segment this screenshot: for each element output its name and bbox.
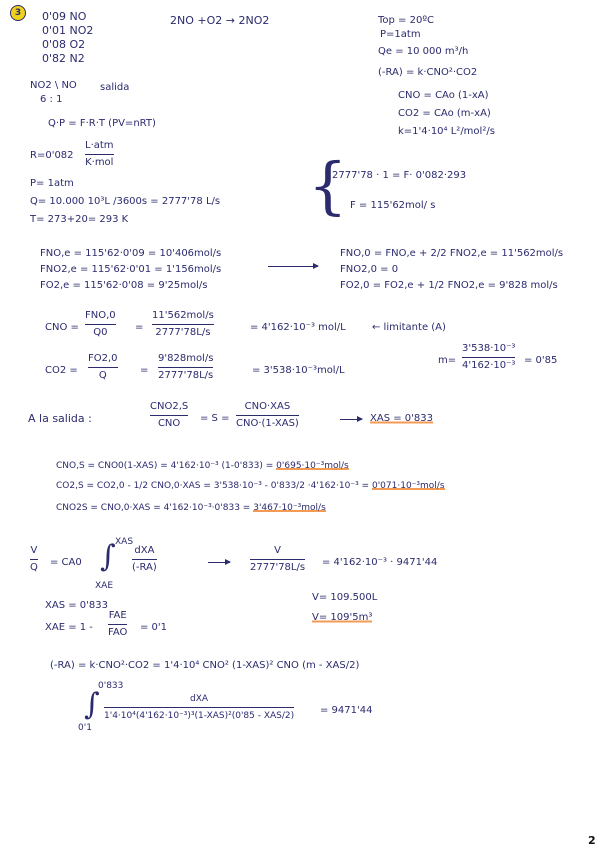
xae-den: FAO	[108, 627, 128, 638]
condition-temperature: Top = 20ºC	[378, 15, 435, 26]
condition-flow: Qe = 10 000 m³/h	[378, 46, 469, 57]
final-int-num: dXA	[190, 694, 209, 704]
xas-result: XAS = 0'833	[370, 413, 433, 424]
cno-fraction-2	[152, 310, 214, 339]
final-int-den: 1'4·10⁴(4'162·10⁻³)³(1-XAS)²(0'85 - XAS/2)	[104, 711, 295, 721]
salida-heading: A la salida :	[28, 412, 92, 425]
given-pressure: P= 1atm	[30, 178, 74, 189]
exit-co2-result: 0'071·10⁻³mol/s	[371, 481, 445, 491]
m-result: = 0'85	[524, 355, 558, 366]
k-value: k=1'4·10⁴ L²/mol²/s	[398, 126, 495, 137]
co2-den2: 2777'78L/s	[158, 370, 214, 381]
xae-num: FAE	[108, 610, 127, 621]
design-rhs-fraction	[250, 545, 305, 574]
design-rhs-den: 2777'78L/s	[250, 562, 306, 573]
cno-den1: Q0	[93, 327, 108, 338]
composition-no2: 0'01 NO2	[42, 24, 94, 37]
r-constant-label: R=0'082	[30, 150, 74, 161]
exit-co2-text: CO2,S = CO2,0 - 1/2 CNO,0·XAS = 3'538·10⁻³ - 0'833/2 ·4'162·10⁻³ =	[56, 481, 370, 491]
r-constant-units	[85, 140, 114, 169]
xae-lhs: XAE = 1 -	[45, 622, 93, 633]
problem-number-badge: 3	[10, 5, 26, 21]
design-int-den: (-RA)	[132, 562, 157, 573]
exit-co2	[56, 480, 445, 492]
final-integrand	[104, 693, 294, 722]
salida-den2: CNO·(1-XAS)	[236, 418, 299, 429]
cno-lhs: CNO =	[45, 322, 79, 333]
given-temperature: T= 273+20= 293 K	[30, 214, 129, 225]
co2-den1: Q	[98, 370, 107, 381]
arrow-salida	[340, 419, 362, 420]
cno-fraction-1	[85, 310, 116, 339]
exit-cno2	[56, 502, 326, 514]
brace-equation-2: F = 115'62mol/ s	[350, 200, 436, 211]
exit-cno2-text: CNO2S = CNO,0·XAS = 4'162·10⁻³·0'833 =	[56, 503, 251, 513]
co2-fraction-1	[88, 353, 118, 382]
cno-num1: FNO,0	[85, 310, 116, 321]
co2-num2: 9'828mol/s	[158, 353, 214, 364]
design-lhs-num: V	[30, 545, 38, 556]
salida-eq: = S =	[200, 413, 230, 424]
r-units-numerator: L·atm	[85, 140, 114, 151]
ratio-value: 6 : 1	[40, 94, 63, 105]
salida-num2: CNO·XAS	[244, 401, 291, 412]
composition-n2: 0'82 N2	[42, 52, 85, 65]
exit-cno-text: CNO,S = CNO0(1-XAS) = 4'162·10⁻³ (1-0'833) =	[56, 461, 274, 471]
composition-o2: 0'08 O2	[42, 38, 86, 51]
final-result: = 9471'44	[320, 705, 373, 716]
flow-no2-in: FNO2,e = 115'62·0'01 = 1'156mol/s	[40, 264, 222, 275]
design-lower-limit: XAE	[95, 581, 114, 591]
co2-result: = 3'538·10⁻³mol/L	[252, 365, 345, 376]
cno-eq: =	[135, 322, 144, 333]
condition-pressure: P=1atm	[380, 29, 421, 40]
given-flow: Q= 10.000 10³L /3600s = 2777'78 L/s	[30, 196, 221, 207]
co2-fraction-2	[158, 353, 213, 382]
xae-fraction	[108, 610, 127, 639]
design-integrand	[132, 545, 157, 574]
cno-limiting-note: ← limitante (A)	[372, 322, 446, 333]
m-num: 3'538·10⁻³	[462, 343, 516, 354]
salida-fraction-1	[150, 401, 188, 430]
cno-num2: 11'562mol/s	[152, 310, 214, 321]
design-int-num: dXA	[134, 545, 155, 556]
integral-sign: ∫	[100, 539, 116, 574]
xas-value: XAS = 0'833	[45, 600, 108, 611]
arrow-design	[208, 562, 230, 563]
exit-cno2-result: 3'467·10⁻³mol/s	[253, 503, 326, 513]
final-integral-sign: ∫	[84, 687, 100, 722]
ideal-gas-equation: Q·P = F·R·T (PV=nRT)	[48, 118, 156, 129]
flow-no-out: FNO,0 = FNO,e + 2/2 FNO2,e = 11'562mol/s	[340, 248, 564, 259]
co2-definition: CO2 = CAo (m-xA)	[398, 108, 491, 119]
exit-cno	[56, 460, 349, 472]
exit-cno-result: 0'695·10⁻³mol/s	[276, 461, 349, 471]
co2-lhs: CO2 =	[45, 365, 78, 376]
arrow-flows	[268, 266, 318, 267]
brace: {	[308, 149, 348, 222]
cno-result: = 4'162·10⁻³ mol/L	[250, 322, 346, 333]
design-cao: = CA0	[50, 557, 82, 568]
xae-result: = 0'1	[140, 622, 168, 633]
brace-equation-1: 2777'78 · 1 = F· 0'082·293	[332, 170, 467, 181]
volume-liters: V= 109.500L	[312, 592, 378, 603]
condition-rate-law: (-RA) = k·CNO²·CO2	[378, 67, 478, 78]
volume-m3: V= 109'5m³	[312, 612, 373, 623]
salida-den1: CNO	[157, 418, 181, 429]
m-fraction	[462, 343, 515, 372]
final-upper-limit: 0'833	[98, 681, 124, 691]
design-rhs-num: V	[274, 545, 281, 556]
cno-definition: CNO = CAo (1-xA)	[398, 90, 489, 101]
salida-fraction-2	[236, 401, 299, 430]
reaction: 2NO +O2 → 2NO2	[170, 14, 270, 27]
composition-no: 0'09 NO	[42, 10, 87, 23]
co2-eq: =	[140, 365, 149, 376]
co2-num1: FO2,0	[88, 353, 118, 364]
salida-num1: CNO2,S	[150, 401, 189, 412]
flow-no2-out: FNO2,0 = 0	[340, 264, 399, 275]
rate-expanded: (-RA) = k·CNO²·CO2 = 1'4·10⁴ CNO² (1-XAS)² CNO (m - XAS/2)	[50, 660, 360, 671]
m-lhs: m=	[438, 355, 457, 366]
design-rhs-result: = 4'162·10⁻³ · 9471'44	[322, 557, 438, 568]
design-upper-limit: XAS	[115, 537, 134, 547]
cno-den2: 2777'78L/s	[155, 327, 211, 338]
r-units-denominator: K·mol	[85, 157, 114, 168]
m-den: 4'162·10⁻³	[462, 360, 516, 371]
design-lhs-den: Q	[30, 562, 38, 573]
salida-label: salida	[100, 82, 130, 93]
ratio-label: NO2 \ NO	[30, 80, 77, 91]
flow-o2-in: FO2,e = 115'62·0'08 = 9'25mol/s	[40, 280, 208, 291]
design-lhs-fraction	[30, 545, 38, 574]
flow-no-in: FNO,e = 115'62·0'09 = 10'406mol/s	[40, 248, 222, 259]
flow-o2-out: FO2,0 = FO2,e + 1/2 FNO2,e = 9'828 mol/s	[340, 280, 558, 291]
page-number: 2	[588, 834, 596, 847]
final-lower-limit: 0'1	[78, 723, 92, 733]
